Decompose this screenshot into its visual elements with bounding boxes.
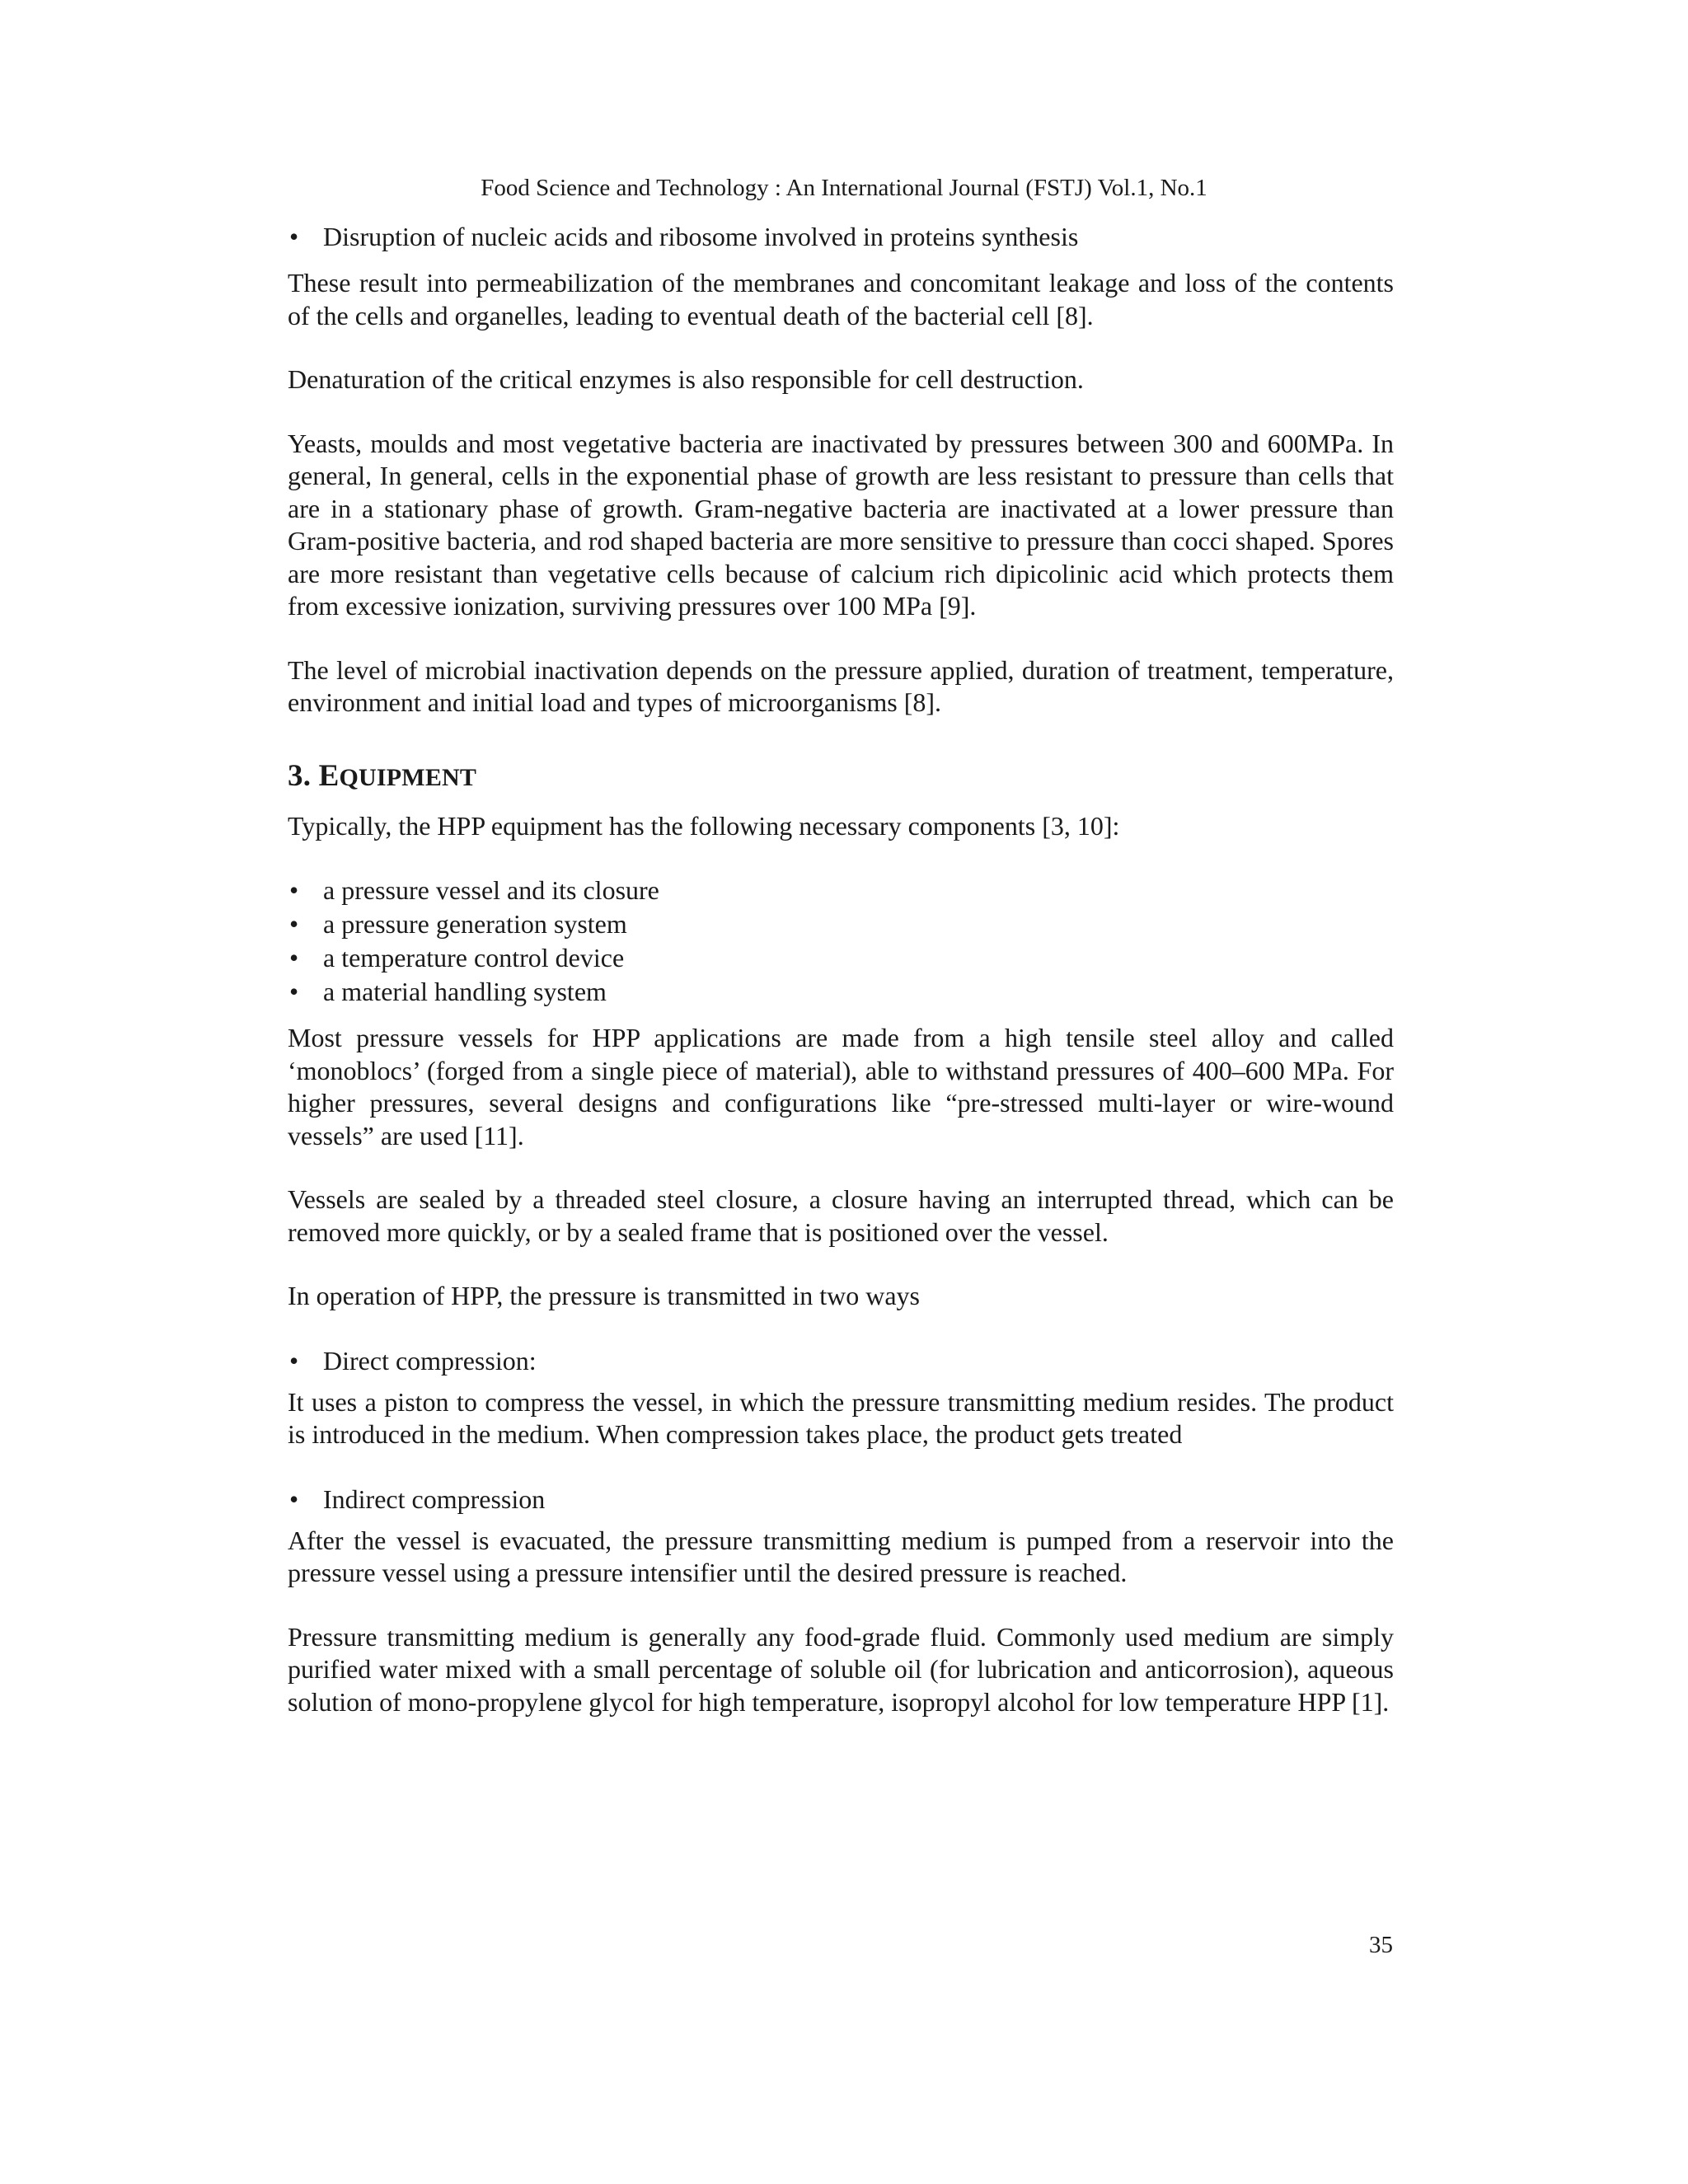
bullet-indirect-compression bbox=[288, 1483, 1394, 1516]
list-item: • Indirect compression bbox=[288, 1483, 1394, 1516]
paragraph-components-intro: Typically, the HPP equipment has the following necessary components [3, 10]: bbox=[288, 810, 1120, 841]
paragraph-pressure-vessels: Most pressure vessels for HPP applications are made from a high tensile steel alloy and called ‘monoblocs’ (forged from a single piece of material), able to withstand pressures of 400–600 MPa. For higher pressures, several designs and configurations like “pre-stressed multi-layer or wire-wound vessels” are used [11]. bbox=[288, 1023, 1394, 1151]
section-heading-equipment bbox=[288, 757, 1394, 797]
section-number: 3. bbox=[288, 758, 312, 793]
bullet-direct-compression bbox=[288, 1344, 1394, 1378]
paragraph-yeasts-moulds: Yeasts, moulds and most vegetative bacteria are inactivated by pressures between 300 and 600MPa. In general, In general, cells in the exponential phase of growth are less resistant to pressure than cells that are in a stationary phase of growth. Gram-negative bacteria are inactivated at a lower pressure than Gram-positive bacteria, and rod shaped bacteria are more sensitive to pressure than cocci shaped. Spores are more resistant than vegetative cells because of calcium rich dipicolinic acid which protects them from excessive ionization, surviving pressures over 100 MPa [9]. bbox=[288, 428, 1394, 621]
list-item: • a material handling system bbox=[288, 975, 1394, 1009]
list-item: • a temperature control device bbox=[288, 941, 1394, 975]
list-item: • a pressure vessel and its closure bbox=[288, 874, 1394, 907]
page-number: 35 bbox=[1369, 1932, 1393, 1958]
section-title-rest: QUIPMENT bbox=[339, 763, 477, 791]
paragraph-direct-compression: It uses a piston to compress the vessel, in which the pressure transmitting medium resides. The product is introduced in the medium. When compression takes place, the product gets treated bbox=[288, 1386, 1394, 1449]
list-item: • Disruption of nucleic acids and ribosome involved in proteins synthesis bbox=[288, 220, 1394, 254]
section-initial: E bbox=[318, 758, 340, 793]
paragraph-microbial-inactivation: The level of microbial inactivation depends on the pressure applied, duration of treatment, temperature, environment and initial load and types of microorganisms [8]. bbox=[288, 654, 1394, 717]
paragraph-denaturation: Denaturation of the critical enzymes is also responsible for cell destruction. bbox=[288, 364, 1084, 394]
paragraph-transmission: In operation of HPP, the pressure is transmitted in two ways bbox=[288, 1281, 920, 1310]
paragraph-transmitting-medium: Pressure transmitting medium is generally any food-grade fluid. Commonly used medium are simply purified water mixed with a small percentage of soluble oil (for lubrication and anticorrosion), aqueous solution of mono-propylene glycol for high temperature, isopropyl alcohol for low temperature HPP [1]. bbox=[288, 1621, 1394, 1717]
bullet-list-top bbox=[288, 220, 1394, 254]
list-item: • Direct compression: bbox=[288, 1344, 1394, 1378]
component-list bbox=[288, 874, 1394, 1009]
list-item: • a pressure generation system bbox=[288, 907, 1394, 941]
paragraph-permeabilization: These result into permeabilization of the membranes and concomitant leakage and loss of the contents of the cells and organelles, leading to eventual death of the bacterial cell [8]. bbox=[288, 268, 1394, 330]
running-header: Food Science and Technology : An International Journal (FSTJ) Vol.1, No.1 bbox=[481, 175, 1207, 201]
page-body bbox=[288, 220, 1394, 1718]
paragraph-indirect-compression: After the vessel is evacuated, the pressure transmitting medium is pumped from a reservoir into the pressure vessel using a pressure intensifier until the desired pressure is reached. bbox=[288, 1525, 1394, 1587]
paragraph-vessel-closure: Vessels are sealed by a threaded steel closure, a closure having an interrupted thread, which can be removed more quickly, or by a sealed frame that is positioned over the vessel. bbox=[288, 1184, 1394, 1247]
